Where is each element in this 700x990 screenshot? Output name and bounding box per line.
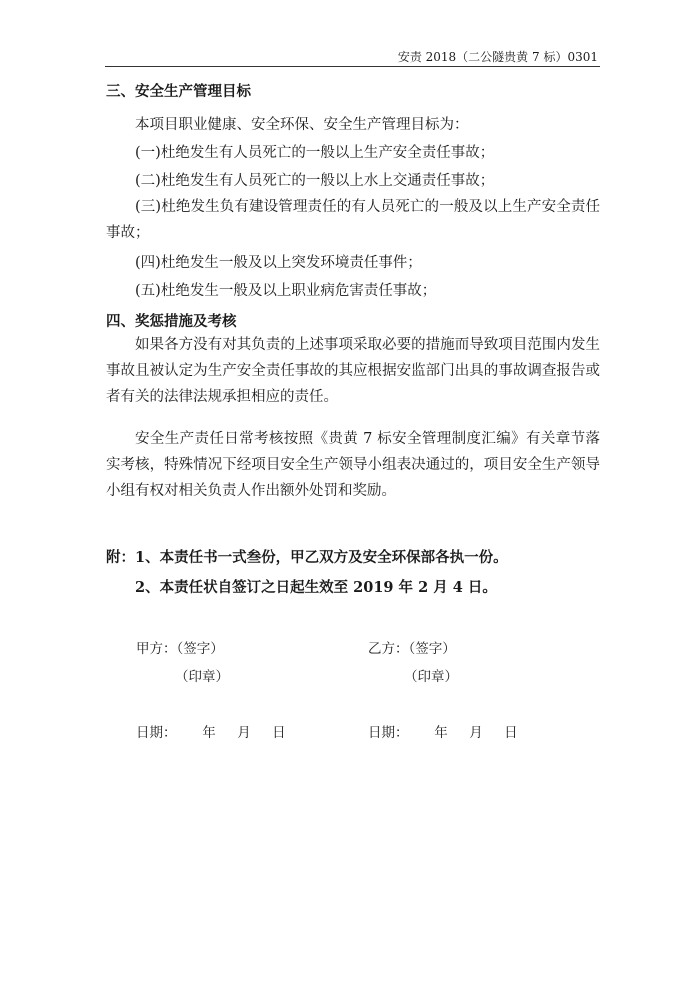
header-rule [105,66,600,67]
party-b-date: 日期： 年 月 日 [368,725,518,741]
section-3-intro: 本项目职业健康、安全环保、安全生产管理目标为： [135,117,469,133]
party-b-signature: 乙方：（签字） [368,641,456,657]
section-4-paragraph-2: 安全生产责任日常考核按照《贵黄 7 标安全管理制度汇编》有关章节落实考核，特殊情况下经项目安全生产领导小组表决通过的，项目安全生产领导小组有权对相关负责人作出额外处罚和奖励。 [106,431,600,499]
goal-item-5: (五)杜绝发生一般及以上职业病危害责任事故； [135,283,437,299]
attachment-note-1: 附：1、本责任书一式叁份，甲乙双方及安全环保部各执一份。 [106,549,508,566]
goal-item-3: (三)杜绝发生负有建设管理责任的有人员死亡的一般及以上生产安全责任事故； [106,199,600,241]
goal-item-2: (二)杜绝发生有人员死亡的一般以上水上交通责任事故； [135,173,495,189]
attachment-note-2: 2、本责任状自签订之日起生效至 2019 年 2 月 4 日。 [135,579,497,596]
party-a-date: 日期： 年 月 日 [136,725,286,741]
goal-item-1: (一)杜绝发生有人员死亡的一般以上生产安全责任事故； [135,145,495,161]
party-a-seal: （印章） [175,669,229,685]
document-code: 安责 2018（二公隧贵黄 7 标）0301 [397,50,598,64]
section-4-paragraph-1: 如果各方没有对其负责的上述事项采取必要的措施而导致项目范围内发生事故且被认定为生产安全责任事故的其应根据安监部门出具的事故调查报告或者有关的法律法规承担相应的责任。 [106,337,600,405]
goal-item-4: (四)杜绝发生一般及以上突发环境责任事件； [135,255,422,271]
party-b-seal: （印章） [404,669,458,685]
section-4-title: 四、奖惩措施及考核 [106,313,237,330]
party-a-signature: 甲方：（签字） [136,641,224,657]
section-3-title: 三、安全生产管理目标 [106,83,251,100]
